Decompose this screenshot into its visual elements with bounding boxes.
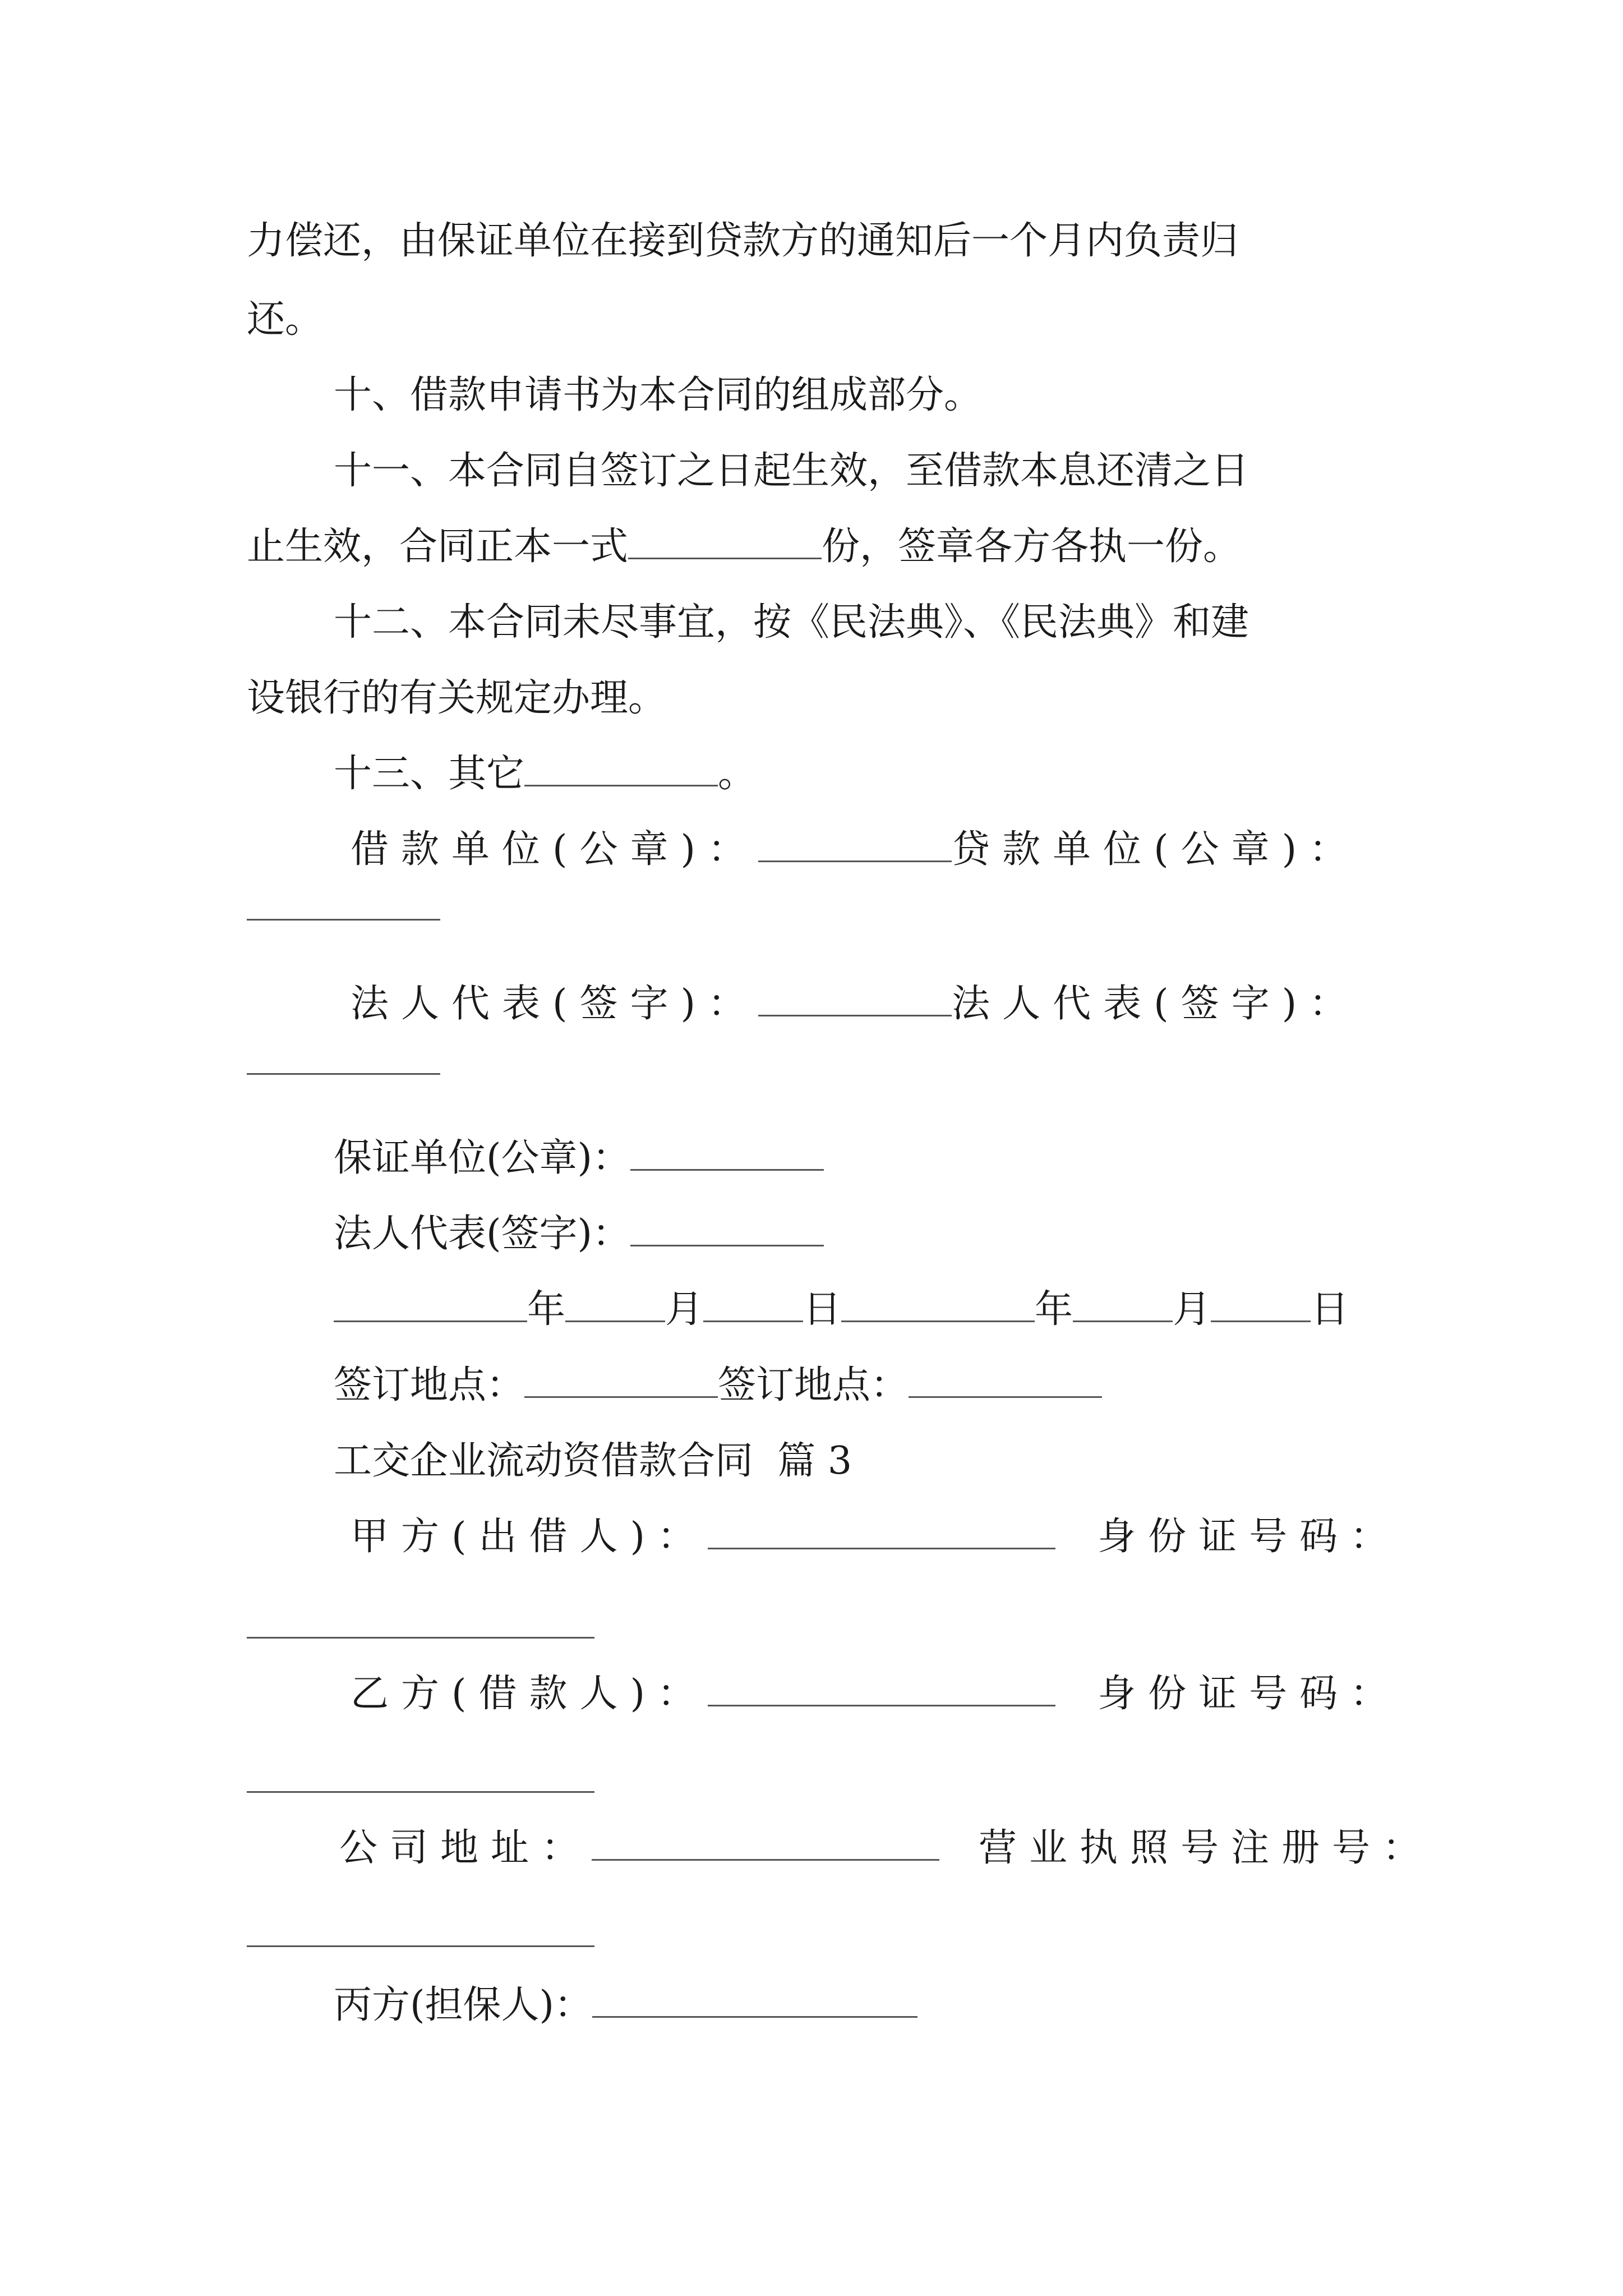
year-blank-2[interactable] xyxy=(841,1286,1035,1322)
clause-10: 十、借款申请书为本合同的组成部分。 xyxy=(334,373,983,417)
party-b-label: 乙方(借款人)： xyxy=(351,1672,708,1716)
clause-12-line2: 设银行的有关规定办理。 xyxy=(247,676,667,720)
legal-rep-line-3 xyxy=(334,1209,824,1259)
company-addr-blank[interactable] xyxy=(592,1824,939,1861)
place-blank-1[interactable] xyxy=(524,1361,718,1398)
lender-seal-label: 贷款单位(公章)： xyxy=(952,827,1360,872)
place-label-2: 签订地点： xyxy=(718,1363,909,1407)
license-blank[interactable] xyxy=(247,1944,594,1947)
party-b-line xyxy=(351,1669,1400,1719)
legal-rep-label-1: 法人代表(签字)： xyxy=(351,982,759,1026)
section-3-title: 工交企业流动资借款合同 篇 3 xyxy=(334,1439,852,1483)
day-label-2: 日 xyxy=(1311,1287,1349,1332)
legal-rep-blank-1[interactable] xyxy=(758,980,952,1016)
company-line xyxy=(339,1823,1433,1874)
month-label-1: 月 xyxy=(665,1287,704,1332)
place-blank-2[interactable] xyxy=(909,1361,1102,1398)
id-a-blank[interactable] xyxy=(247,1635,594,1639)
borrower-seal-label: 借款单位(公章)： xyxy=(351,827,759,872)
clause-11-text-b: 份，签章各方各执一份。 xyxy=(822,524,1242,569)
other-blank[interactable] xyxy=(524,750,718,786)
guarantor-seal-line xyxy=(334,1133,824,1184)
legal-rep-blank-2[interactable] xyxy=(247,1071,440,1075)
year-label-1: 年 xyxy=(527,1287,566,1332)
clause-11-text-a: 止生效，合同正本一式 xyxy=(247,524,629,569)
place-line xyxy=(334,1360,1102,1411)
clause-12-line1: 十二、本合同未尽事宜，按《民法典》、《民法典》和建 xyxy=(334,600,1249,645)
lender-seal-blank[interactable] xyxy=(247,917,440,921)
place-label-1: 签订地点： xyxy=(334,1363,525,1407)
party-b-blank[interactable] xyxy=(708,1670,1055,1706)
clause-11-line1: 十一、本合同自签订之日起生效，至借款本息还清之日 xyxy=(334,449,1249,493)
seal-line xyxy=(351,825,1359,875)
guarantor-seal-blank[interactable] xyxy=(630,1134,824,1171)
clause-11-line2 xyxy=(247,522,1241,572)
para9-cont-line2: 还。 xyxy=(247,297,324,342)
legal-rep-label-2: 法人代表(签字)： xyxy=(952,982,1360,1026)
license-label: 营业执照号注册号： xyxy=(979,1826,1433,1870)
party-a-label: 甲方(出借人)： xyxy=(351,1515,708,1559)
party-c-line xyxy=(334,1980,917,2031)
day-blank-1[interactable] xyxy=(703,1286,803,1322)
copies-blank[interactable] xyxy=(628,523,822,559)
id-b-label: 身份证号码： xyxy=(1098,1672,1401,1716)
company-addr-label: 公司地址： xyxy=(339,1826,592,1870)
legal-rep-blank-3[interactable] xyxy=(630,1210,824,1246)
year-label-2: 年 xyxy=(1035,1287,1073,1332)
day-blank-2[interactable] xyxy=(1211,1286,1311,1322)
month-blank-2[interactable] xyxy=(1073,1286,1173,1322)
legal-rep-label-3: 法人代表(签字)： xyxy=(334,1212,631,1256)
para9-cont-line1: 力偿还，由保证单位在接到贷款方的通知后一个月内负责归 xyxy=(247,219,1239,263)
borrower-seal-blank[interactable] xyxy=(758,826,952,862)
party-c-blank[interactable] xyxy=(592,1981,917,2018)
id-b-blank[interactable] xyxy=(247,1789,594,1793)
clause-13 xyxy=(334,749,756,799)
clause-13-end: 。 xyxy=(718,752,757,796)
guarantor-seal-label: 保证单位(公章)： xyxy=(334,1136,631,1180)
date-line xyxy=(334,1285,1349,1335)
party-a-line xyxy=(351,1512,1400,1562)
year-blank-1[interactable] xyxy=(334,1286,527,1322)
party-a-blank[interactable] xyxy=(708,1513,1055,1549)
legal-rep-line xyxy=(351,979,1359,1029)
month-blank-1[interactable] xyxy=(565,1286,665,1322)
clause-13-label: 十三、其它 xyxy=(334,752,525,796)
id-a-label: 身份证号码： xyxy=(1098,1515,1401,1559)
party-c-label: 丙方(担保人)： xyxy=(334,1983,593,2027)
day-label-1: 日 xyxy=(803,1287,842,1332)
month-label-2: 月 xyxy=(1173,1287,1211,1332)
